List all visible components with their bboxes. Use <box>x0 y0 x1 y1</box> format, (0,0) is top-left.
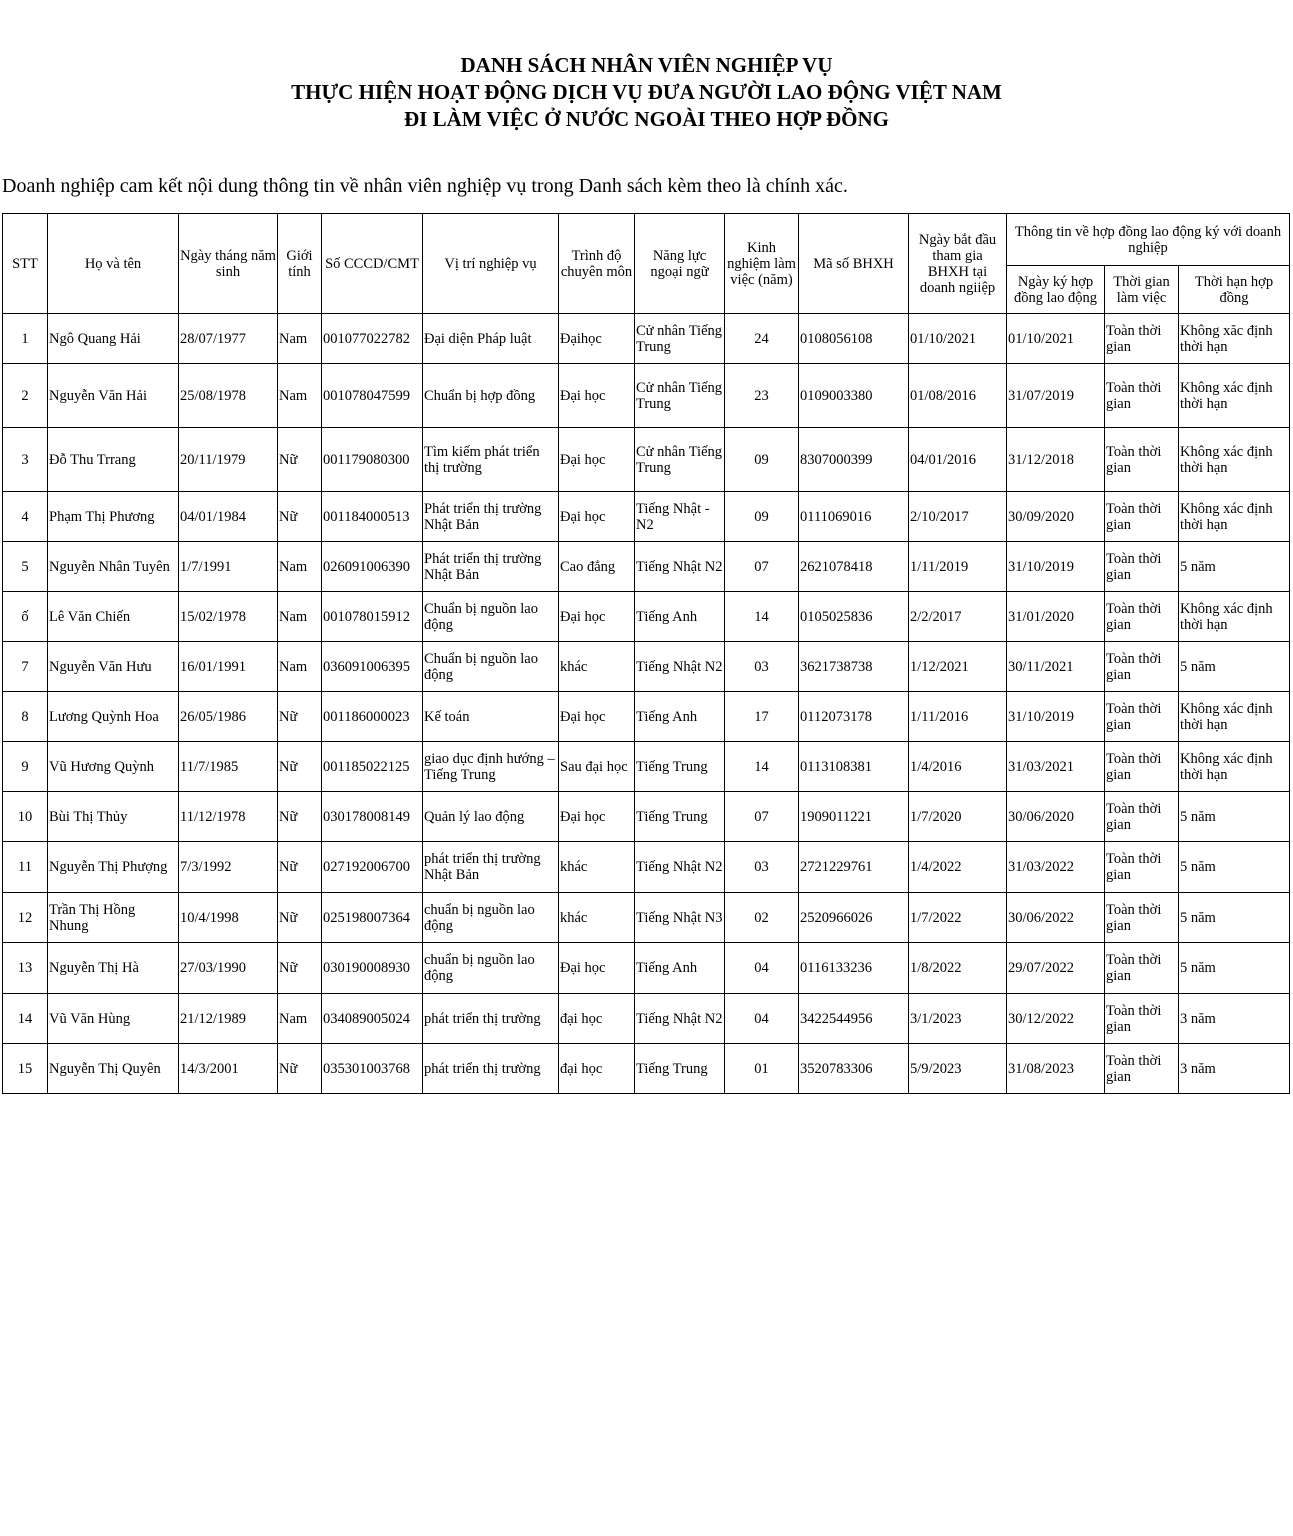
cell-contract-date: 30/12/2022 <box>1007 994 1105 1044</box>
cell-experience: 14 <box>725 742 799 792</box>
document-title <box>0 52 1293 133</box>
cell-name: Nguyễn Thị Quyên <box>48 1044 179 1094</box>
cell-position: Phát triển thị trường Nhật Bản <box>423 542 559 592</box>
cell-contract-date: 31/03/2022 <box>1007 842 1105 893</box>
cell-contract-term: 3 năm <box>1179 994 1290 1044</box>
cell-language: Tiếng Anh <box>635 692 725 742</box>
cell-dob: 28/07/1977 <box>179 314 278 364</box>
cell-language: Tiếng Trung <box>635 742 725 792</box>
table-row <box>3 994 1290 1044</box>
table-row <box>3 893 1290 943</box>
cell-bhxh: 2520966026 <box>799 893 909 943</box>
cell-language: Cử nhân Tiếng Trung <box>635 428 725 492</box>
cell-name: Nguyễn Thị Phượng <box>48 842 179 893</box>
header-bhxh: Mã số BHXH <box>799 214 909 314</box>
cell-contract-term: 5 năm <box>1179 642 1290 692</box>
cell-contract-term: 3 năm <box>1179 1044 1290 1094</box>
cell-dob: 27/03/1990 <box>179 943 278 994</box>
cell-bhxh: 0105025836 <box>799 592 909 642</box>
cell-gender: Nữ <box>278 842 322 893</box>
cell-gender: Nữ <box>278 893 322 943</box>
cell-name: Vũ Văn Hùng <box>48 994 179 1044</box>
cell-stt: 8 <box>3 692 48 742</box>
cell-contract-date: 01/10/2021 <box>1007 314 1105 364</box>
cell-experience: 24 <box>725 314 799 364</box>
staff-table <box>2 213 1290 1094</box>
cell-bhxh: 0116133236 <box>799 943 909 994</box>
cell-dob: 04/01/1984 <box>179 492 278 542</box>
cell-work-time: Toàn thời gian <box>1105 364 1179 428</box>
cell-position: giao dục định hướng – Tiếng Trung <box>423 742 559 792</box>
cell-experience: 03 <box>725 842 799 893</box>
cell-name: Nguyễn Thị Hà <box>48 943 179 994</box>
cell-contract-term: 5 năm <box>1179 842 1290 893</box>
table-row <box>3 642 1290 692</box>
cell-stt: 13 <box>3 943 48 994</box>
cell-dob: 10/4/1998 <box>179 893 278 943</box>
cell-dob: 1/7/1991 <box>179 542 278 592</box>
cell-name: Ngô Quang Hải <box>48 314 179 364</box>
cell-experience: 03 <box>725 642 799 692</box>
cell-position: Chuẩn bị nguồn lao động <box>423 592 559 642</box>
cell-education: Đại học <box>559 692 635 742</box>
cell-bhxh-start: 3/1/2023 <box>909 994 1007 1044</box>
cell-position: Chuẩn bị hợp đồng <box>423 364 559 428</box>
cell-id: 030190008930 <box>322 943 423 994</box>
cell-bhxh-start: 1/7/2022 <box>909 893 1007 943</box>
cell-experience: 04 <box>725 994 799 1044</box>
table-row <box>3 943 1290 994</box>
cell-bhxh: 2621078418 <box>799 542 909 592</box>
cell-contract-date: 31/12/2018 <box>1007 428 1105 492</box>
cell-experience: 07 <box>725 542 799 592</box>
header-contract-term: Thời hạn hợp đồng <box>1179 266 1290 314</box>
cell-work-time: Toàn thời gian <box>1105 492 1179 542</box>
table-row <box>3 742 1290 792</box>
cell-contract-date: 31/01/2020 <box>1007 592 1105 642</box>
cell-stt: 14 <box>3 994 48 1044</box>
cell-experience: 23 <box>725 364 799 428</box>
cell-name: Nguyễn Văn Hải <box>48 364 179 428</box>
cell-language: Tiếng Nhật N2 <box>635 642 725 692</box>
cell-gender: Nam <box>278 592 322 642</box>
cell-contract-term: 5 năm <box>1179 542 1290 592</box>
cell-contract-term: Không xác định thời hạn <box>1179 364 1290 428</box>
cell-name: Đỗ Thu Trrang <box>48 428 179 492</box>
header-bhxh-start: Ngày bắt đầu tham gia BHXH tại doanh ngiiệp <box>909 214 1007 314</box>
cell-contract-date: 31/10/2019 <box>1007 542 1105 592</box>
cell-work-time: Toàn thời gian <box>1105 642 1179 692</box>
cell-id: 001179080300 <box>322 428 423 492</box>
cell-bhxh-start: 2/10/2017 <box>909 492 1007 542</box>
cell-experience: 04 <box>725 943 799 994</box>
cell-education: Cao đẳng <box>559 542 635 592</box>
table-row <box>3 842 1290 893</box>
cell-education: khác <box>559 842 635 893</box>
cell-experience: 09 <box>725 492 799 542</box>
title-line-3: ĐI LÀM VIỆC Ở NƯỚC NGOÀI THEO HỢP ĐỒNG <box>404 107 889 131</box>
cell-contract-term: Không xác định thời hạn <box>1179 692 1290 742</box>
cell-bhxh: 8307000399 <box>799 428 909 492</box>
cell-bhxh-start: 2/2/2017 <box>909 592 1007 642</box>
cell-name: Bùi Thị Thủy <box>48 792 179 842</box>
title-line-2: THỰC HIỆN HOẠT ĐỘNG DỊCH VỤ ĐƯA NGƯỜI LAO ĐỘNG VIỆT NAM <box>291 80 1002 104</box>
cell-position: Tìm kiếm phát triển thị trường <box>423 428 559 492</box>
cell-education: khác <box>559 642 635 692</box>
cell-contract-date: 30/11/2021 <box>1007 642 1105 692</box>
cell-education: Đại học <box>559 592 635 642</box>
cell-contract-date: 31/08/2023 <box>1007 1044 1105 1094</box>
cell-gender: Nữ <box>278 742 322 792</box>
cell-dob: 15/02/1978 <box>179 592 278 642</box>
cell-contract-date: 31/03/2021 <box>1007 742 1105 792</box>
header-experience: Kinh nghiệm làm việc (năm) <box>725 214 799 314</box>
cell-id: 001078047599 <box>322 364 423 428</box>
cell-contract-term: Không xác định thời hạn <box>1179 428 1290 492</box>
cell-contract-term: 5 năm <box>1179 893 1290 943</box>
cell-bhxh-start: 1/4/2016 <box>909 742 1007 792</box>
cell-gender: Nam <box>278 994 322 1044</box>
cell-gender: Nam <box>278 314 322 364</box>
cell-work-time: Toàn thời gian <box>1105 542 1179 592</box>
cell-experience: 09 <box>725 428 799 492</box>
cell-id: 001185022125 <box>322 742 423 792</box>
cell-bhxh: 0111069016 <box>799 492 909 542</box>
cell-bhxh: 1909011221 <box>799 792 909 842</box>
header-name: Họ và tên <box>48 214 179 314</box>
table-row <box>3 314 1290 364</box>
table-row <box>3 364 1290 428</box>
cell-id: 036091006395 <box>322 642 423 692</box>
table-row <box>3 692 1290 742</box>
cell-education: Đại học <box>559 428 635 492</box>
cell-position: phát triển thị trường Nhật Bản <box>423 842 559 893</box>
cell-contract-term: Không xác định thời hạn <box>1179 742 1290 792</box>
cell-name: Vũ Hương Quỳnh <box>48 742 179 792</box>
cell-position: Phát triển thị trường Nhật Bản <box>423 492 559 542</box>
cell-name: Phạm Thị Phương <box>48 492 179 542</box>
cell-contract-date: 29/07/2022 <box>1007 943 1105 994</box>
header-contract-group: Thông tin về hợp đồng lao động ký với doanh nghiệp <box>1007 214 1290 266</box>
cell-position: Chuẩn bị nguồn lao động <box>423 642 559 692</box>
cell-language: Tiếng Nhật - N2 <box>635 492 725 542</box>
cell-stt: 9 <box>3 742 48 792</box>
cell-work-time: Toàn thời gian <box>1105 314 1179 364</box>
cell-dob: 11/7/1985 <box>179 742 278 792</box>
cell-language: Cử nhân Tiếng Trung <box>635 364 725 428</box>
cell-language: Tiếng Nhật N2 <box>635 542 725 592</box>
cell-id: 001186000023 <box>322 692 423 742</box>
table-row <box>3 492 1290 542</box>
cell-bhxh: 2721229761 <box>799 842 909 893</box>
commitment-statement: Doanh nghiệp cam kết nội dung thông tin về nhân viên nghiệp vụ trong Danh sách kèm theo là chính xác. <box>2 175 848 197</box>
cell-stt: 10 <box>3 792 48 842</box>
table-row <box>3 592 1290 642</box>
cell-bhxh-start: 01/08/2016 <box>909 364 1007 428</box>
cell-stt: ố <box>3 592 48 642</box>
cell-stt: 7 <box>3 642 48 692</box>
cell-gender: Nữ <box>278 428 322 492</box>
header-language: Năng lực ngoại ngữ <box>635 214 725 314</box>
cell-work-time: Toàn thời gian <box>1105 842 1179 893</box>
cell-contract-date: 31/10/2019 <box>1007 692 1105 742</box>
cell-dob: 26/05/1986 <box>179 692 278 742</box>
cell-bhxh-start: 1/11/2019 <box>909 542 1007 592</box>
cell-gender: Nam <box>278 364 322 428</box>
table-row <box>3 1044 1290 1094</box>
cell-bhxh: 0109003380 <box>799 364 909 428</box>
header-id-number: Số CCCD/CMT <box>322 214 423 314</box>
cell-education: Đại học <box>559 364 635 428</box>
cell-dob: 11/12/1978 <box>179 792 278 842</box>
header-contract-date: Ngày ký hợp đồng lao động <box>1007 266 1105 314</box>
cell-id: 034089005024 <box>322 994 423 1044</box>
cell-language: Cử nhân Tiếng Trung <box>635 314 725 364</box>
cell-contract-date: 30/09/2020 <box>1007 492 1105 542</box>
cell-contract-term: Không xác định thời hạn <box>1179 592 1290 642</box>
header-position: Vị trí nghiệp vụ <box>423 214 559 314</box>
cell-gender: Nam <box>278 642 322 692</box>
cell-stt: 2 <box>3 364 48 428</box>
header-dob: Ngày tháng năm sinh <box>179 214 278 314</box>
cell-bhxh-start: 01/10/2021 <box>909 314 1007 364</box>
cell-education: Đại học <box>559 792 635 842</box>
cell-bhxh: 3621738738 <box>799 642 909 692</box>
cell-stt: 1 <box>3 314 48 364</box>
cell-dob: 25/08/1978 <box>179 364 278 428</box>
table-row <box>3 542 1290 592</box>
cell-bhxh: 0108056108 <box>799 314 909 364</box>
cell-education: Sau đại học <box>559 742 635 792</box>
cell-gender: Nam <box>278 542 322 592</box>
cell-name: Lê Văn Chiến <box>48 592 179 642</box>
cell-position: Đại diện Pháp luật <box>423 314 559 364</box>
cell-dob: 20/11/1979 <box>179 428 278 492</box>
cell-language: Tiếng Nhật N2 <box>635 994 725 1044</box>
cell-work-time: Toàn thời gian <box>1105 428 1179 492</box>
cell-id: 001077022782 <box>322 314 423 364</box>
cell-stt: 5 <box>3 542 48 592</box>
cell-education: đại học <box>559 994 635 1044</box>
cell-position: chuẩn bị nguồn lao động <box>423 943 559 994</box>
cell-gender: Nữ <box>278 692 322 742</box>
cell-dob: 21/12/1989 <box>179 994 278 1044</box>
cell-bhxh: 3520783306 <box>799 1044 909 1094</box>
cell-contract-term: 5 năm <box>1179 792 1290 842</box>
table-row <box>3 792 1290 842</box>
cell-bhxh-start: 1/12/2021 <box>909 642 1007 692</box>
cell-name: Lương Quỳnh Hoa <box>48 692 179 742</box>
cell-contract-term: Không xác định thời hạn <box>1179 492 1290 542</box>
header-work-time: Thời gian làm việc <box>1105 266 1179 314</box>
cell-work-time: Toàn thời gian <box>1105 792 1179 842</box>
cell-stt: 15 <box>3 1044 48 1094</box>
cell-bhxh-start: 1/11/2016 <box>909 692 1007 742</box>
cell-position: chuẩn bị nguồn lao động <box>423 893 559 943</box>
cell-bhxh: 0112073178 <box>799 692 909 742</box>
cell-bhxh-start: 1/7/2020 <box>909 792 1007 842</box>
header-gender: Giới tính <box>278 214 322 314</box>
cell-work-time: Toàn thời gian <box>1105 893 1179 943</box>
table-row <box>3 428 1290 492</box>
header-stt: STT <box>3 214 48 314</box>
cell-name: Nguyễn Nhân Tuyên <box>48 542 179 592</box>
cell-contract-date: 30/06/2020 <box>1007 792 1105 842</box>
cell-work-time: Toàn thời gian <box>1105 592 1179 642</box>
staff-table-body <box>3 314 1290 1094</box>
cell-stt: 11 <box>3 842 48 893</box>
cell-dob: 16/01/1991 <box>179 642 278 692</box>
cell-position: phát triển thị trường <box>423 1044 559 1094</box>
title-line-1: DANH SÁCH NHÂN VIÊN NGHIỆP VỤ <box>460 53 833 77</box>
cell-id: 030178008149 <box>322 792 423 842</box>
cell-name: Trần Thị Hồng Nhung <box>48 893 179 943</box>
cell-experience: 07 <box>725 792 799 842</box>
cell-position: Quản lý lao động <box>423 792 559 842</box>
cell-id: 035301003768 <box>322 1044 423 1094</box>
cell-work-time: Toàn thời gian <box>1105 1044 1179 1094</box>
cell-education: đại học <box>559 1044 635 1094</box>
cell-work-time: Toàn thời gian <box>1105 994 1179 1044</box>
cell-education: Đại học <box>559 492 635 542</box>
cell-contract-date: 30/06/2022 <box>1007 893 1105 943</box>
cell-bhxh: 3422544956 <box>799 994 909 1044</box>
cell-contract-term: Không xăc định thời hạn <box>1179 314 1290 364</box>
cell-language: Tiếng Trung <box>635 1044 725 1094</box>
cell-language: Tiếng Anh <box>635 592 725 642</box>
cell-language: Tiếng Trung <box>635 792 725 842</box>
cell-gender: Nữ <box>278 943 322 994</box>
cell-stt: 12 <box>3 893 48 943</box>
cell-id: 001184000513 <box>322 492 423 542</box>
cell-bhxh-start: 1/4/2022 <box>909 842 1007 893</box>
cell-contract-term: 5 năm <box>1179 943 1290 994</box>
cell-work-time: Toàn thời gian <box>1105 943 1179 994</box>
cell-id: 001078015912 <box>322 592 423 642</box>
cell-bhxh-start: 5/9/2023 <box>909 1044 1007 1094</box>
cell-language: Tiếng Nhật N2 <box>635 842 725 893</box>
cell-stt: 4 <box>3 492 48 542</box>
cell-education: khác <box>559 893 635 943</box>
cell-position: Kế toán <box>423 692 559 742</box>
cell-dob: 7/3/1992 <box>179 842 278 893</box>
cell-gender: Nữ <box>278 792 322 842</box>
header-education: Trình độ chuyên môn <box>559 214 635 314</box>
cell-stt: 3 <box>3 428 48 492</box>
cell-bhxh: 0113108381 <box>799 742 909 792</box>
cell-experience: 17 <box>725 692 799 742</box>
cell-id: 025198007364 <box>322 893 423 943</box>
cell-id: 027192006700 <box>322 842 423 893</box>
cell-language: Tiếng Anh <box>635 943 725 994</box>
cell-id: 026091006390 <box>322 542 423 592</box>
cell-education: Đại học <box>559 943 635 994</box>
cell-experience: 14 <box>725 592 799 642</box>
cell-bhxh-start: 1/8/2022 <box>909 943 1007 994</box>
cell-language: Tiếng Nhật N3 <box>635 893 725 943</box>
cell-education: Đạihọc <box>559 314 635 364</box>
cell-contract-date: 31/07/2019 <box>1007 364 1105 428</box>
cell-gender: Nữ <box>278 492 322 542</box>
cell-bhxh-start: 04/01/2016 <box>909 428 1007 492</box>
cell-gender: Nữ <box>278 1044 322 1094</box>
cell-position: phát triển thị trường <box>423 994 559 1044</box>
cell-experience: 02 <box>725 893 799 943</box>
cell-work-time: Toàn thời gian <box>1105 692 1179 742</box>
cell-dob: 14/3/2001 <box>179 1044 278 1094</box>
cell-experience: 01 <box>725 1044 799 1094</box>
cell-name: Nguyễn Văn Hưu <box>48 642 179 692</box>
cell-work-time: Toàn thời gian <box>1105 742 1179 792</box>
